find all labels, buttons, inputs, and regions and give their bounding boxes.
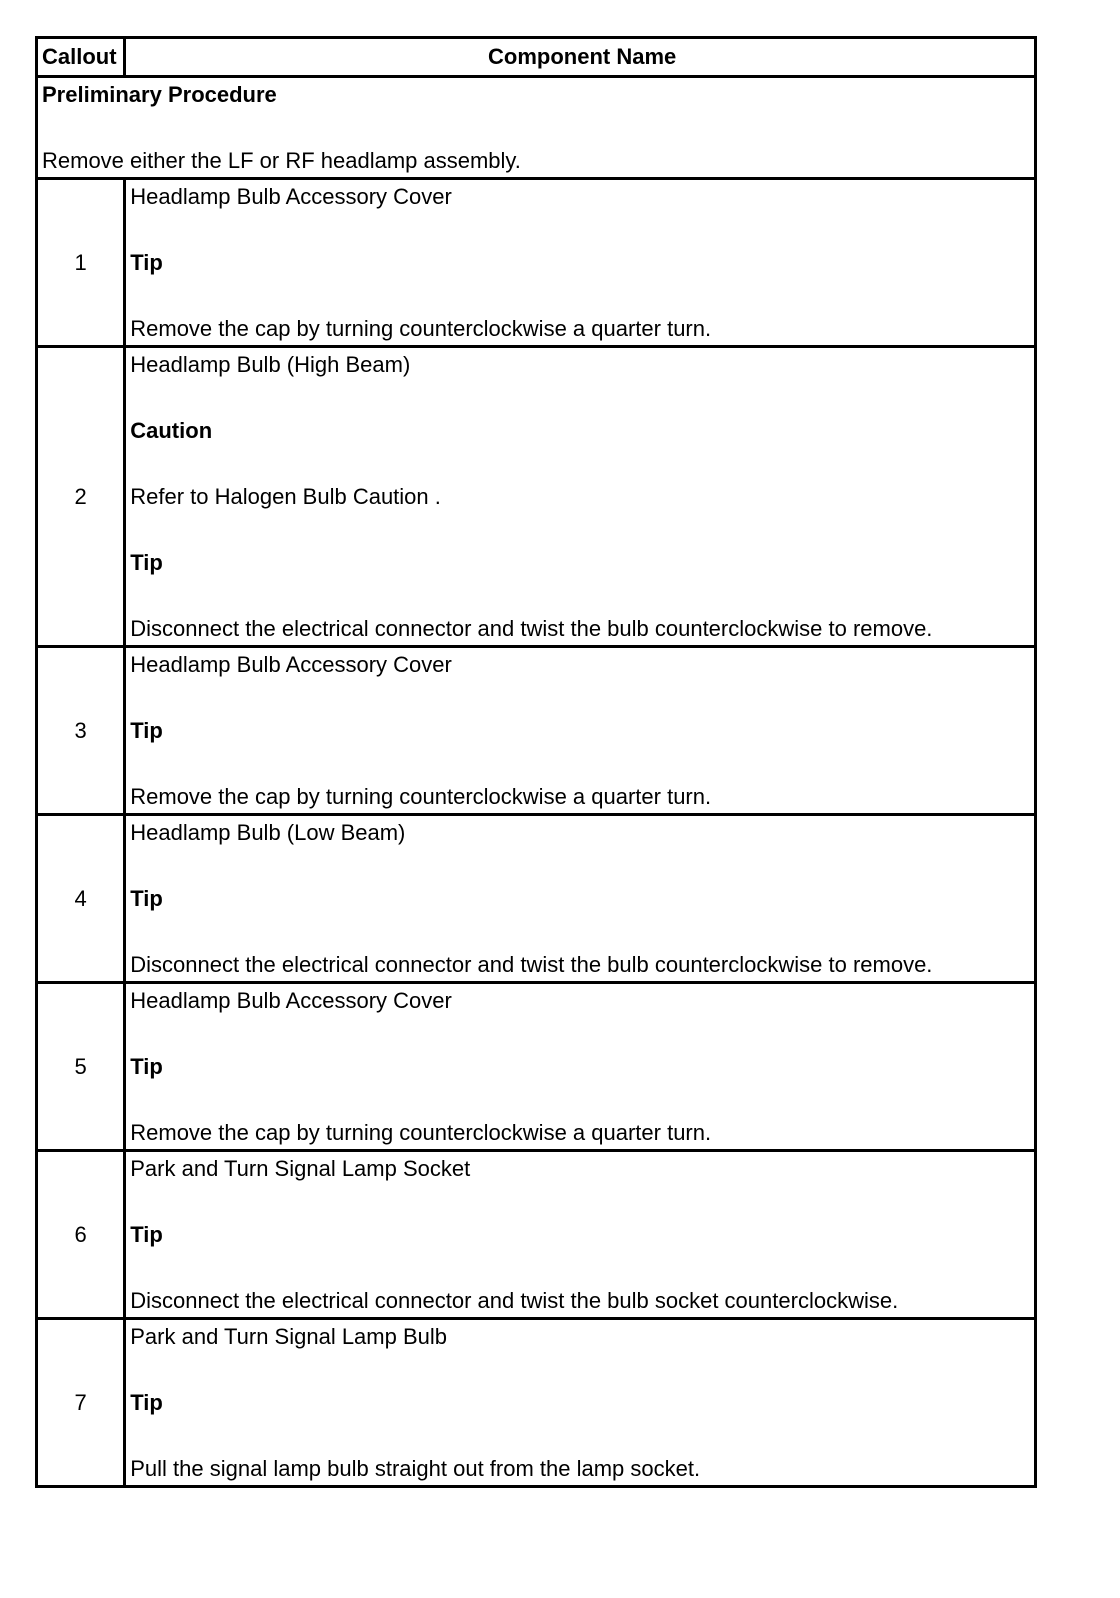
- tip-label: Tip: [130, 250, 163, 275]
- caution-label: Caution: [130, 418, 213, 443]
- component-cell: [125, 983, 1036, 1151]
- table-row: [37, 347, 1036, 647]
- callout-number: 3: [37, 647, 125, 815]
- component-name: Park and Turn Signal Lamp Bulb: [130, 1324, 447, 1349]
- callout-number: 1: [37, 179, 125, 347]
- table-header-row: [37, 38, 1036, 77]
- component-name: Park and Turn Signal Lamp Socket: [130, 1156, 471, 1181]
- component-cell: [125, 1151, 1036, 1319]
- tip-text: Remove the cap by turning counterclockwise a quarter turn.: [130, 316, 712, 341]
- caution-text: Refer to Halogen Bulb Caution .: [130, 484, 441, 509]
- preliminary-text: Remove either the LF or RF headlamp assembly.: [42, 148, 521, 173]
- component-cell: [125, 179, 1036, 347]
- component-cell: [125, 647, 1036, 815]
- preliminary-title: Preliminary Procedure: [42, 82, 277, 107]
- callout-number: 6: [37, 1151, 125, 1319]
- tip-label: Tip: [130, 1054, 163, 1079]
- table-row: [37, 983, 1036, 1151]
- table-row: [37, 1151, 1036, 1319]
- tip-text: Pull the signal lamp bulb straight out from the lamp socket.: [130, 1456, 701, 1481]
- component-cell: [125, 1319, 1036, 1487]
- table-row: [37, 179, 1036, 347]
- callout-number: 5: [37, 983, 125, 1151]
- component-cell: [125, 347, 1036, 647]
- tip-text: Disconnect the electrical connector and twist the bulb counterclockwise to remove.: [130, 616, 933, 641]
- tip-label: Tip: [130, 1222, 163, 1247]
- tip-label: Tip: [130, 1390, 163, 1415]
- component-name: Headlamp Bulb Accessory Cover: [130, 988, 452, 1013]
- tip-label: Tip: [130, 718, 163, 743]
- preliminary-row: [37, 77, 1036, 179]
- table-row: [37, 1319, 1036, 1487]
- tip-text: Remove the cap by turning counterclockwise a quarter turn.: [130, 1120, 712, 1145]
- callout-number: 2: [37, 347, 125, 647]
- component-table: [35, 36, 1037, 1488]
- callout-number: 4: [37, 815, 125, 983]
- callout-number: 7: [37, 1319, 125, 1487]
- header-callout: Callout: [37, 38, 125, 77]
- tip-text: Disconnect the electrical connector and twist the bulb socket counterclockwise.: [130, 1288, 899, 1313]
- header-component-name: Component Name: [125, 38, 1036, 77]
- table-row: [37, 815, 1036, 983]
- component-name: Headlamp Bulb (Low Beam): [130, 820, 406, 845]
- tip-label: Tip: [130, 550, 163, 575]
- component-name: Headlamp Bulb Accessory Cover: [130, 184, 452, 209]
- table-row: [37, 647, 1036, 815]
- tip-text: Disconnect the electrical connector and twist the bulb counterclockwise to remove.: [130, 952, 933, 977]
- tip-label: Tip: [130, 886, 163, 911]
- preliminary-cell: [37, 77, 1036, 179]
- component-name: Headlamp Bulb Accessory Cover: [130, 652, 452, 677]
- component-name: Headlamp Bulb (High Beam): [130, 352, 411, 377]
- component-cell: [125, 815, 1036, 983]
- tip-text: Remove the cap by turning counterclockwise a quarter turn.: [130, 784, 712, 809]
